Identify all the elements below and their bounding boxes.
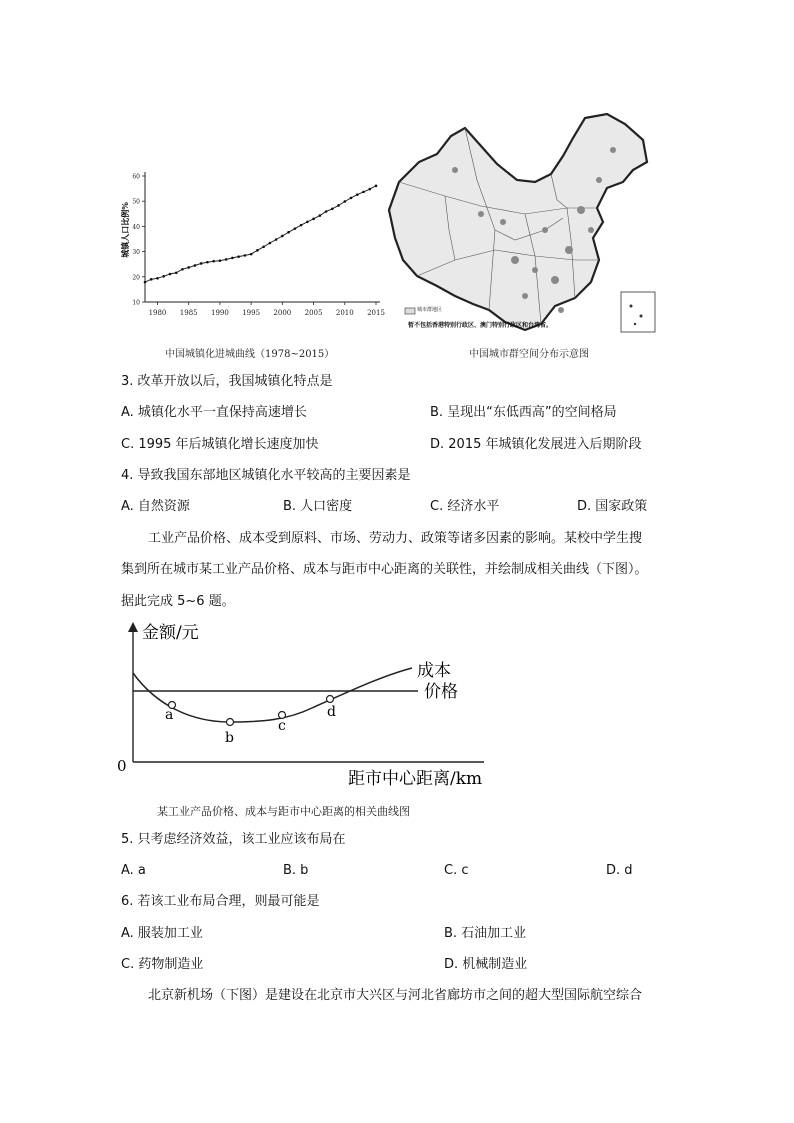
intro-paragraph-line-1: 工业产品价格、成本受到原料、市场、劳动力、政策等诸多因素的影响。某校中学生搜 <box>148 531 643 546</box>
x-axis-label: 距市中心距离/km <box>348 769 483 789</box>
point-b-marker <box>227 719 234 726</box>
map-caption: 中国城市群空间分布示意图 <box>469 349 589 360</box>
data-point <box>175 271 178 274</box>
data-point <box>375 185 378 188</box>
q5-option-c: C. c <box>444 863 469 878</box>
question-4-stem: 4. 导致我国东部地区城镇化水平较高的主要因素是 <box>121 468 411 483</box>
data-point <box>319 214 322 217</box>
data-point <box>343 200 346 203</box>
data-point <box>269 242 272 245</box>
map-note: 暂不包括香港特别行政区、澳门特别行政区和台湾省。 <box>408 322 553 329</box>
chart-ticks <box>132 174 385 318</box>
legend-swatch <box>405 308 415 314</box>
data-point <box>331 207 334 210</box>
x-tick-label: 1985 <box>179 309 198 317</box>
price-series-label: 价格 <box>424 682 458 702</box>
y-axis-label: 城镇人口比例% <box>120 202 130 258</box>
data-point <box>300 224 303 227</box>
q6-option-a: A. 服装加工业 <box>121 926 203 941</box>
q5-option-b: B. b <box>283 863 309 878</box>
data-point <box>287 231 290 234</box>
intro-paragraph-line-2: 集到所在城市某工业产品价格、成本与距市中心距离的关联性，并绘制成相关曲线（下图）。 <box>121 562 648 577</box>
data-point <box>256 249 259 252</box>
data-point <box>200 262 203 265</box>
next-intro-paragraph: 北京新机场（下图）是建设在北京市大兴区与河北省廊坊市之间的超大型国际航空综合 <box>148 988 643 1003</box>
chart-axes <box>145 172 380 302</box>
data-point <box>194 264 197 267</box>
data-point <box>206 261 209 264</box>
x-tick-label: 2015 <box>367 309 385 317</box>
data-point <box>350 197 353 200</box>
x-tick-label: 1995 <box>242 309 261 317</box>
data-point <box>281 235 284 238</box>
china-outline <box>389 114 647 330</box>
data-point <box>150 278 153 281</box>
data-point <box>169 273 172 276</box>
cost-price-chart <box>112 618 512 790</box>
data-point <box>237 255 240 258</box>
urbanization-caption: 中国城镇化进城曲线（1978~2015） <box>165 349 335 360</box>
data-point <box>181 268 184 271</box>
data-point <box>244 254 247 257</box>
map-legend-label: 城市群地区 <box>417 307 443 313</box>
q4-option-c: C. 经济水平 <box>430 499 500 514</box>
data-point <box>225 258 228 261</box>
x-tick-label: 2010 <box>335 309 354 317</box>
y-axis-arrow <box>128 622 138 632</box>
y-tick-label: 60 <box>132 173 140 181</box>
y-axis-label: 金额/元 <box>142 623 199 643</box>
data-point <box>368 188 371 191</box>
x-tick-label: 1990 <box>211 309 229 317</box>
cost-curve <box>133 668 412 722</box>
data-point <box>250 253 253 256</box>
data-point <box>312 218 315 221</box>
data-point <box>337 204 340 207</box>
data-point <box>231 257 234 260</box>
point-c-label: c <box>278 718 286 734</box>
x-tick-label: 2005 <box>304 309 323 317</box>
urbanization-chart <box>118 168 386 320</box>
question-6-stem: 6. 若该工业布局合理，则最可能是 <box>121 894 320 909</box>
point-d-label: d <box>327 704 336 720</box>
data-point <box>362 191 365 194</box>
point-d-marker <box>327 696 334 703</box>
point-b-label: b <box>225 730 234 746</box>
intro-paragraph-line-3: 据此完成 5~6 题。 <box>121 594 235 609</box>
q5-option-a: A. a <box>121 863 146 878</box>
q3-option-b: B. 呈现出“东低西高”的空间格局 <box>430 405 617 420</box>
data-point <box>356 193 359 196</box>
urbanization-series-line <box>145 186 376 282</box>
question-3-stem: 3. 改革开放以后，我国城镇化特点是 <box>121 374 333 389</box>
q3-option-a: A. 城镇化水平一直保持高速增长 <box>121 405 307 420</box>
y-tick-label: 40 <box>132 223 140 231</box>
x-tick-label: 2000 <box>273 309 292 317</box>
x-tick-label: 1980 <box>148 309 167 317</box>
q6-option-b: B. 石油加工业 <box>444 926 527 941</box>
q5-option-d: D. d <box>606 863 633 878</box>
data-point <box>275 238 278 241</box>
y-tick-label: 20 <box>132 274 140 282</box>
cost-series-label: 成本 <box>417 661 451 681</box>
q4-option-a: A. 自然资源 <box>121 499 190 514</box>
data-point <box>144 281 147 284</box>
data-point <box>212 260 215 263</box>
data-point <box>306 221 309 224</box>
q4-option-b: B. 人口密度 <box>283 499 353 514</box>
y-tick-label: 10 <box>132 299 140 307</box>
data-point <box>219 259 222 262</box>
data-point <box>325 210 328 213</box>
question-5-stem: 5. 只考虑经济效益，该工业应该布局在 <box>121 832 346 847</box>
data-point <box>187 266 190 269</box>
china-map <box>385 110 660 338</box>
y-tick-label: 30 <box>132 249 140 257</box>
south-china-sea-inset <box>621 292 655 332</box>
point-a-label: a <box>165 707 174 723</box>
chart-series <box>144 185 378 284</box>
data-point <box>294 227 297 230</box>
data-point <box>156 277 159 280</box>
q3-option-c: C. 1995 年后城镇化增长速度加快 <box>121 437 319 452</box>
q3-option-d: D. 2015 年城镇化发展进入后期阶段 <box>430 437 642 452</box>
data-point <box>262 246 265 249</box>
q6-option-d: D. 机械制造业 <box>444 957 528 972</box>
origin-label: 0 <box>117 757 127 775</box>
q4-option-d: D. 国家政策 <box>577 499 648 514</box>
q6-option-c: C. 药物制造业 <box>121 957 204 972</box>
data-point <box>162 275 165 278</box>
y-tick-label: 50 <box>132 198 140 206</box>
cost-chart-caption: 某工业产品价格、成本与距市中心距离的相关曲线图 <box>157 805 410 818</box>
